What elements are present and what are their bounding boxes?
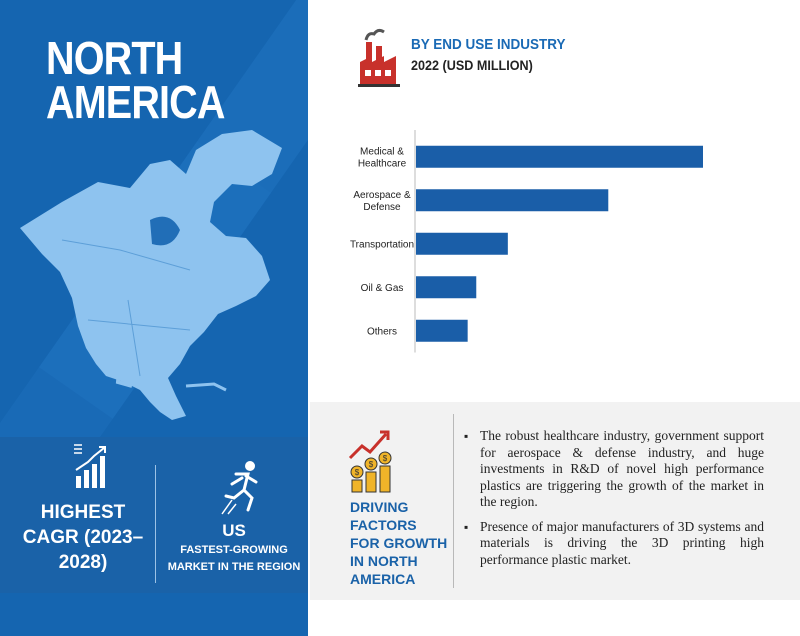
cagr-line-2: CAGR (2023– <box>22 527 144 548</box>
category-label-line: Aerospace & <box>353 189 411 201</box>
country-sub-line-1: FASTEST-GROWING <box>180 544 288 556</box>
driving-factor-item: ▪ The robust healthcare industry, government support for aerospace & defense industry, and huge investments in R&D of novel high performance plastics are triggering the growth of the market in the region. <box>464 428 764 511</box>
end-use-bar-chart <box>320 130 790 360</box>
factory-icon <box>358 28 402 88</box>
category-label <box>350 239 414 250</box>
category-label-line: Medical & <box>360 146 404 158</box>
region-title <box>46 32 225 128</box>
category-label-line: Oil & Gas <box>360 282 404 294</box>
svg-text:$: $ <box>368 460 374 469</box>
category-label-line: Defense <box>363 201 401 213</box>
category-label <box>361 283 404 294</box>
category-label-line: Others <box>366 326 398 338</box>
svg-text:$: $ <box>382 454 388 463</box>
chart-bar <box>416 233 508 255</box>
category-label-line: Transportation <box>349 239 415 251</box>
chart-title: BY END USE INDUSTRY <box>411 36 566 53</box>
factors-title-line-4: IN NORTH <box>350 553 418 569</box>
category-label <box>353 190 411 213</box>
region-title-line-2: AMERICA <box>46 76 225 128</box>
category-label <box>358 146 407 169</box>
factors-title-line-1: DRIVING <box>350 499 409 515</box>
svg-text:$: $ <box>354 468 360 477</box>
highlights-divider <box>155 465 156 583</box>
category-label <box>367 326 397 337</box>
chart-bar <box>416 189 608 211</box>
growth-chart-icon <box>72 444 108 492</box>
driving-factor-item: ▪ Presence of major manufacturers of 3D systems and materials is driving the 3D printing high performance plastic market. <box>464 519 764 569</box>
driving-factors-title <box>350 498 447 588</box>
cagr-line-1: HIGHEST <box>40 502 126 523</box>
region-title-line-1: NORTH <box>46 32 183 84</box>
money-growth-icon <box>348 428 396 494</box>
factors-title-line-2: FACTORS <box>350 517 417 533</box>
country-subtitle <box>160 542 308 576</box>
bottom-strip <box>0 593 308 636</box>
chart-subtitle: 2022 (USD MILLION) <box>411 57 533 73</box>
highest-cagr-label <box>18 500 148 575</box>
runner-icon <box>218 460 264 516</box>
country-label: US <box>222 521 246 540</box>
factors-title-line-3: FOR GROWTH <box>350 535 448 551</box>
chart-bar <box>416 276 476 298</box>
chart-bar <box>416 146 703 168</box>
factors-divider <box>453 414 454 588</box>
north-america-map <box>0 120 308 440</box>
chart-bar <box>416 320 468 342</box>
country-sub-line-2: MARKET IN THE REGION <box>167 561 301 573</box>
driving-factors-list <box>464 428 764 576</box>
cagr-line-3: 2028) <box>58 552 108 573</box>
category-label-line: Healthcare <box>357 158 407 170</box>
factors-title-line-5: AMERICA <box>350 571 416 587</box>
